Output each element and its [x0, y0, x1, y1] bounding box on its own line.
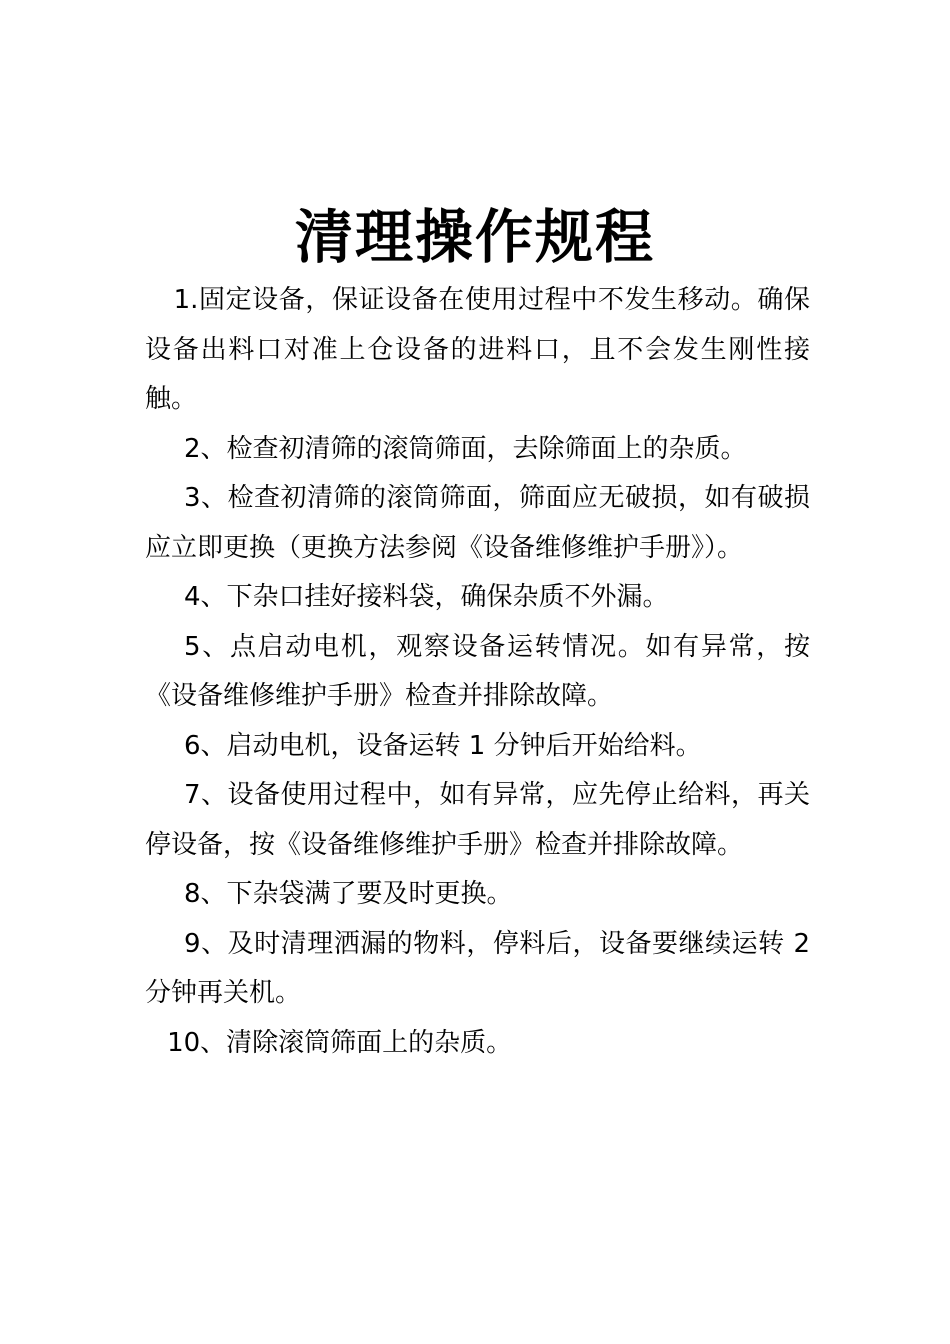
- step-8: 8、下杂袋满了要及时更换。: [184, 879, 513, 909]
- step-5: 5、点启动电机，观察设备运转情况。如有异常，按《设备维修维护手册》检查并排除故障。: [145, 631, 810, 711]
- step-2: 2、检查初清筛的滚筒筛面，去除筛面上的杂质。: [184, 433, 747, 464]
- step-3: 3、检查初清筛的滚筒筛面，筛面应无破损，如有破损应立即更换（更换方法参阅《设备维修维护手册》）。: [145, 483, 810, 563]
- step-10: 10、清除滚筒筛面上的杂质。: [167, 1027, 513, 1058]
- step-6: 6、启动电机，设备运转 1 分钟后开始给料。: [184, 730, 702, 761]
- step-1: 1.固定设备，保证设备在使用过程中不发生移动。确保设备出料口对准上仓设备的进料口，且不会发生刚性接触。: [145, 285, 810, 414]
- step-4: 4、下杂口挂好接料袋，确保杂质不外漏。: [184, 582, 669, 612]
- step-9: 9、及时清理洒漏的物料，停料后，设备要继续运转 2 分钟再关机。: [145, 928, 810, 1008]
- procedure-steps: [145, 276, 810, 1068]
- document-title: 清理操作规程: [294, 203, 655, 271]
- step-7: 7、设备使用过程中，如有异常，应先停止给料，再关停设备，按《设备维修维护手册》检查并排除故障。: [145, 780, 810, 860]
